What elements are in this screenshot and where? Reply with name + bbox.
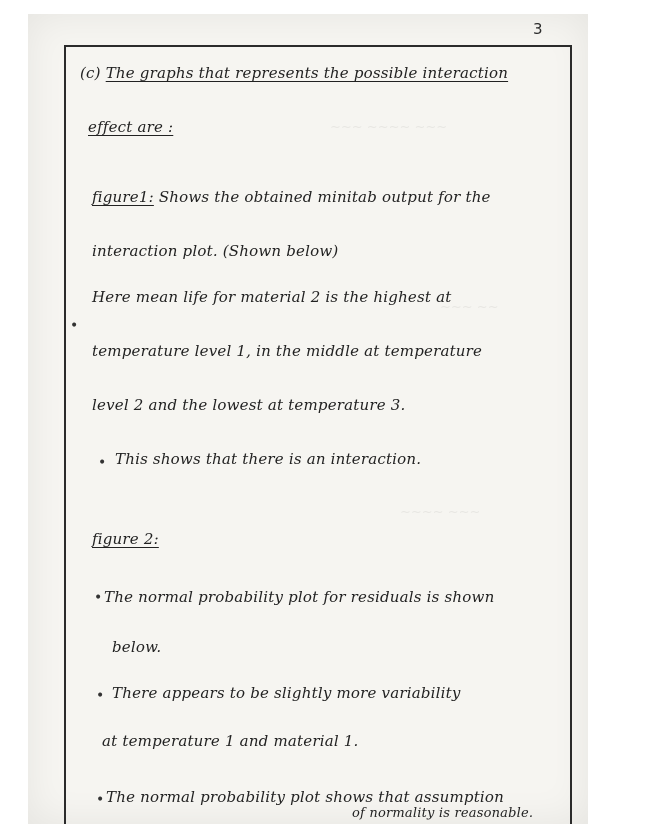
- part-label: (c): [80, 64, 101, 82]
- figure2-bullet3-line-2: of normality is reasonable.: [352, 806, 534, 821]
- figure1-bullet1-line-2: temperature level 1, in the middle at temperature: [92, 342, 483, 360]
- page-margin-frame: [64, 45, 572, 824]
- figure2-bullet2-line-1: There appears to be slightly more variability: [112, 684, 461, 702]
- figure1-bullet1-line-3: level 2 and the lowest at temperature 3.: [92, 396, 406, 414]
- bleed-through-text: ~~~ ~~: [440, 300, 499, 315]
- bullet-dot: •: [94, 590, 103, 606]
- bullet-dot: •: [96, 792, 105, 808]
- figure1-line-1: [92, 188, 491, 206]
- figure2-bullet1-line-1: The normal probability plot for residuals is shown: [104, 588, 495, 606]
- bullet-dot: •: [96, 688, 105, 704]
- figure2-bullet3-line-1: The normal probability plot shows that assumption: [106, 788, 505, 806]
- figure2-label: figure 2:: [92, 530, 159, 548]
- figure1-description: Shows the obtained minitab output for the: [158, 188, 491, 206]
- figure2-bullet1-line-2: below.: [112, 638, 162, 656]
- heading-line-2: effect are :: [88, 118, 174, 136]
- figure1-label: figure1:: [92, 188, 154, 206]
- figure1-line-2: interaction plot. (Shown below): [92, 242, 339, 260]
- figure2-bullet2-line-2: at temperature 1 and material 1.: [102, 732, 359, 750]
- bullet-dot: •: [70, 318, 79, 334]
- heading-line-1: [80, 64, 508, 82]
- bleed-through-text: ~~~~ ~~~: [400, 505, 481, 520]
- bullet-dot: •: [98, 455, 107, 471]
- figure1-bullet2: This shows that there is an interaction.: [115, 450, 422, 468]
- page-number: 3: [533, 20, 543, 38]
- heading-text: The graphs that represents the possible interaction: [105, 64, 509, 82]
- figure1-bullet1-line-1: Here mean life for material 2 is the highest at: [92, 288, 452, 306]
- bleed-through-text: ~~~ ~~~~ ~~~: [330, 120, 448, 135]
